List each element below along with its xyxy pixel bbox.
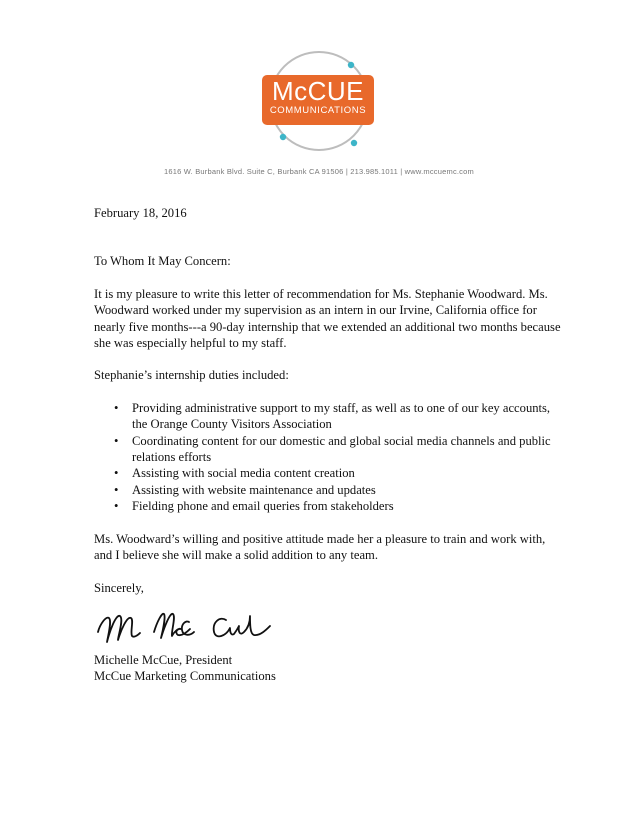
duty-text: Providing administrative support to my staff, as well as to one of our key accounts, the Orange County Visitors Association <box>132 400 551 432</box>
logo-subtitle: COMMUNICATIONS <box>269 105 367 116</box>
signer-name: Michelle McCue, President <box>94 652 233 667</box>
list-item <box>114 400 564 433</box>
list-item <box>114 498 564 514</box>
signer-company: McCue Marketing Communications <box>94 669 276 684</box>
paragraph-intro: It is my pleasure to write this letter of recommendation for Ms. Stephanie Woodward. Ms. Woodward worked under my supervision as an intern in our Irvine, California office for nearly five months---a 90-day internship that we extended an additional two months because she was especially helpful to my staff. <box>94 286 561 351</box>
duty-text: Coordinating content for our domestic and global social media channels and public relations efforts <box>132 433 551 465</box>
letter-date: February 18, 2016 <box>94 206 187 220</box>
company-logo <box>256 46 382 156</box>
list-item <box>114 465 564 481</box>
duty-text: Assisting with website maintenance and updates <box>132 482 376 497</box>
logo-text <box>262 77 374 125</box>
bullet-icon: • <box>114 482 119 497</box>
bullet-icon: • <box>114 499 119 514</box>
duties-list <box>94 400 564 515</box>
salutation: To Whom It May Concern: <box>94 254 231 269</box>
duty-text: Assisting with social media content creation <box>132 466 355 481</box>
handwritten-signature <box>94 602 324 648</box>
duty-text: Fielding phone and email queries from stakeholders <box>132 499 394 514</box>
bullet-icon: • <box>114 433 119 448</box>
letterhead-address: 1616 W. Burbank Blvd. Suite C, Burbank CA 91506 | 213.985.1011 | www.mccuemc.com <box>164 167 474 176</box>
duties-intro: Stephanie’s internship duties included: <box>94 368 289 383</box>
bullet-icon: • <box>114 466 119 481</box>
list-item <box>114 433 564 466</box>
closing: Sincerely, <box>94 580 144 595</box>
list-item <box>114 482 564 498</box>
bullet-icon: • <box>114 400 119 415</box>
letter-body <box>94 205 564 685</box>
logo-name: McCUE <box>271 76 365 106</box>
paragraph-closing: Ms. Woodward’s willing and positive attitude made her a pleasure to train and work with, and I believe she will make a solid addition to any team. <box>94 531 546 563</box>
